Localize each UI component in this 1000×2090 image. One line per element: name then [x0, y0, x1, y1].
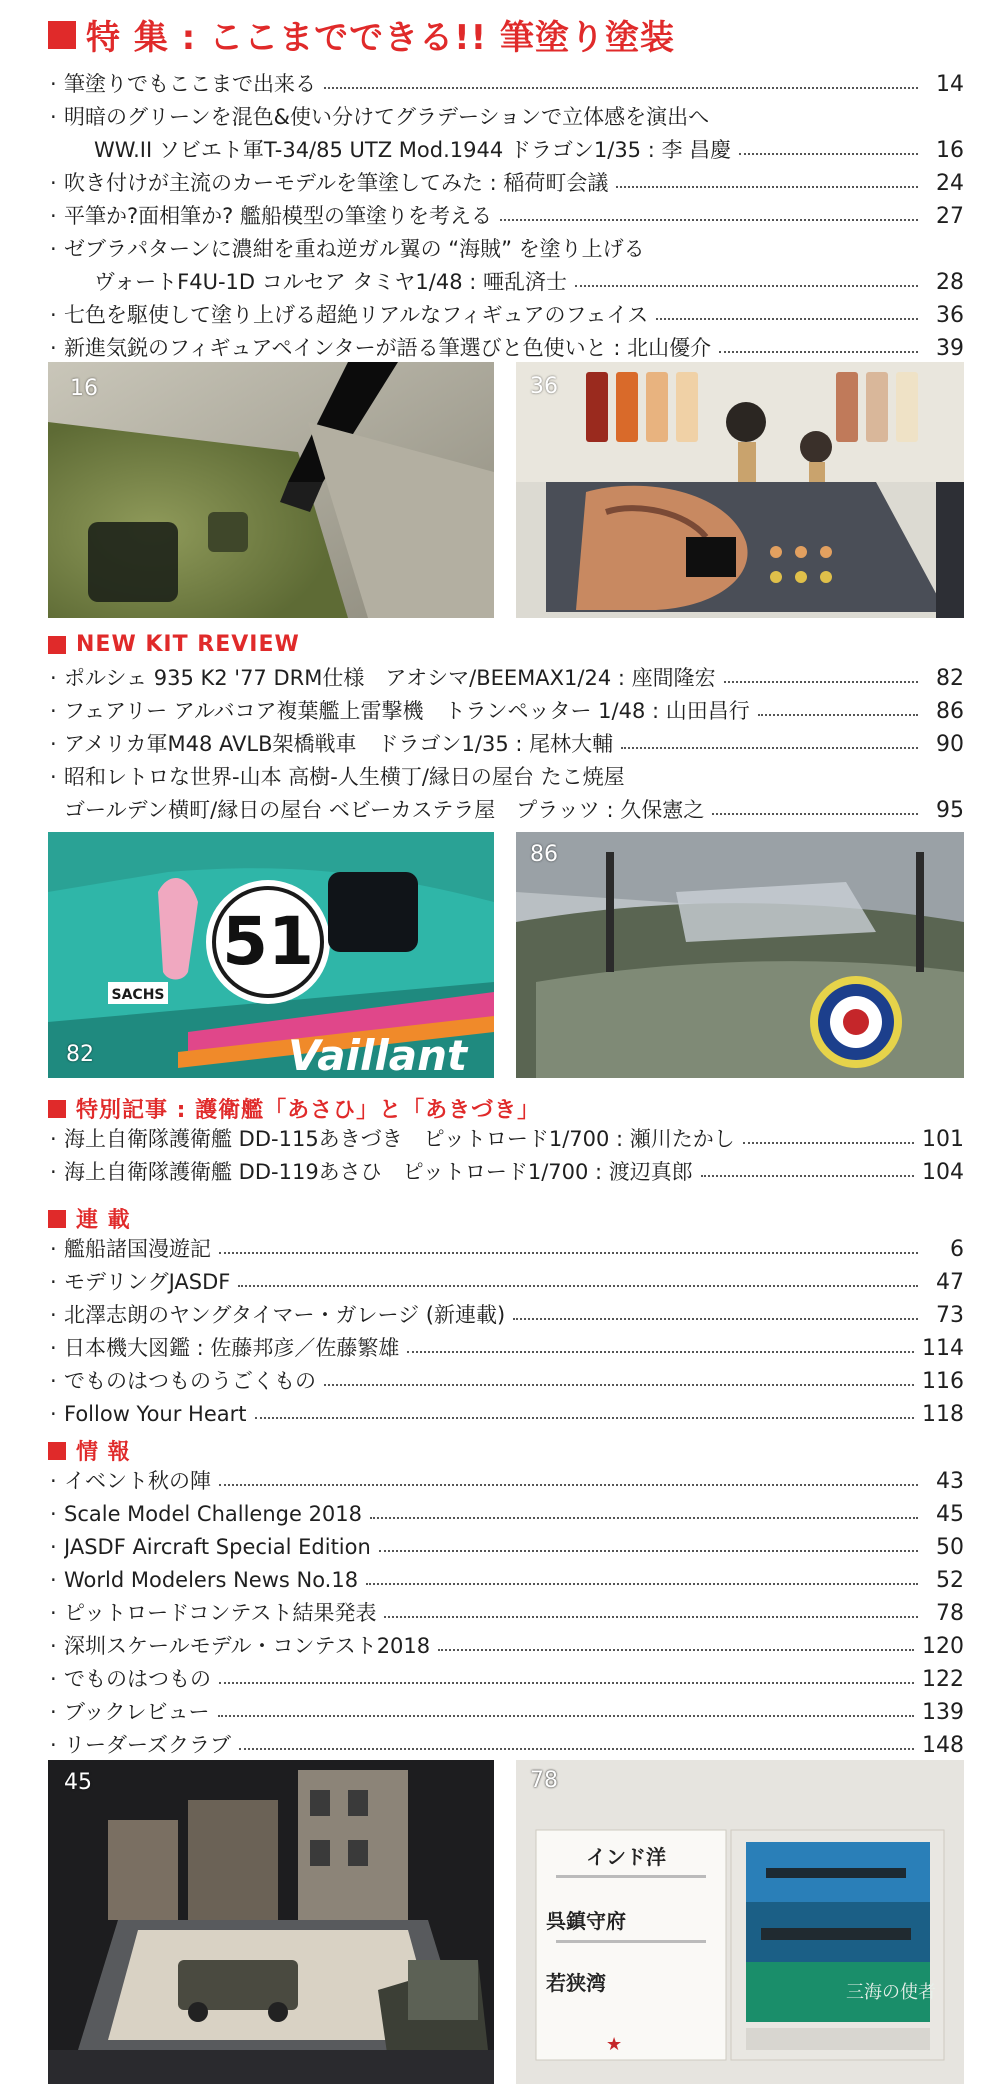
contest-display-image [516, 1760, 964, 2084]
toc-entry[interactable] [50, 1564, 964, 1596]
toc-entry-title: 深圳スケールモデル・コンテスト2018 [64, 1634, 431, 1658]
toc-entry-title: WW.II ソビエト軍T-34/85 UTZ Mod.1944 ドラゴン1/35 : 李 昌慶 [94, 138, 732, 162]
bullet-dot-icon: · [50, 666, 57, 690]
sponsor-label: SACHS [111, 987, 165, 1003]
toc-entry[interactable] [50, 233, 964, 265]
page-number: 90 [936, 732, 964, 757]
toc-entry[interactable] [50, 1729, 964, 1761]
porsche-image [48, 832, 494, 1078]
toc-entry[interactable] [50, 1365, 964, 1397]
albacore-image [516, 832, 964, 1078]
toc-entry-title: 海上自衛隊護衛艦 DD-115あきづき ピットロード1/700 : 瀬川たかし [64, 1127, 735, 1151]
toc-entry[interactable] [80, 266, 964, 298]
info-heading-text: 情 報 [76, 1440, 131, 1465]
toc-entry[interactable] [50, 167, 964, 199]
toc-entry-title: World Modelers News No.18 [64, 1568, 359, 1592]
toc-entry[interactable] [50, 101, 964, 133]
toc-entry[interactable] [50, 1663, 964, 1695]
photo-porsche [48, 832, 494, 1078]
bullet-dot-icon: · [50, 732, 57, 756]
toc-entry-title: ゼブラパターンに濃紺を重ね逆ガル翼の “海賊” を塗り上げる [64, 237, 645, 261]
dot-leader [724, 681, 918, 683]
toc-entry-title: でものはつもの [64, 1667, 211, 1691]
bullet-dot-icon: · [50, 204, 57, 228]
toc-entry-title: ゴールデン横町/縁日の屋台 ベビーカステラ屋 プラッツ : 久保憲之 [64, 798, 705, 822]
bullet-dot-icon: · [50, 1535, 57, 1559]
page-number: 50 [936, 1535, 964, 1560]
toc-entry[interactable] [50, 1630, 964, 1662]
photo-figure-painting [516, 362, 964, 618]
photo-number: 82 [66, 1042, 94, 1067]
toc-entry[interactable] [50, 1696, 964, 1728]
toc-entry[interactable] [50, 1398, 964, 1430]
toc-entry[interactable] [50, 1332, 964, 1364]
page-number: 148 [922, 1733, 964, 1758]
photo-number: 36 [530, 374, 558, 399]
newkit-heading-text: NEW KIT REVIEW [76, 632, 300, 657]
sea-caption: 三海の使者 [846, 1982, 936, 2003]
dot-leader [379, 1550, 918, 1552]
page-number: 118 [922, 1402, 964, 1427]
bullet-dot-icon: · [50, 72, 57, 96]
toc-entry[interactable] [50, 1465, 964, 1497]
photo-number: 45 [64, 1770, 92, 1795]
bullet-dot-icon: · [50, 1634, 57, 1658]
display-label-3: 若狭湾 [546, 1971, 606, 1995]
dot-leader [219, 1252, 918, 1254]
toc-entry-title: ポルシェ 935 K2 '77 DRM仕様 アオシマ/BEEMAX1/24 : 座間隆宏 [64, 666, 716, 690]
dot-leader [384, 1616, 918, 1618]
toc-entry-title: 筆塗りでもここまで出来る [64, 72, 316, 96]
toc-entry-title: ピットロードコンテスト結果発表 [64, 1601, 377, 1625]
photo-contest-display [516, 1760, 964, 2084]
toc-entry-title: ブックレビュー [64, 1700, 210, 1724]
page-number: 14 [936, 72, 964, 97]
photo-diorama [48, 1760, 494, 2084]
dot-leader [500, 219, 918, 221]
bullet-dot-icon: · [50, 1733, 57, 1757]
dot-leader [438, 1649, 914, 1651]
bullet-dot-icon: · [50, 765, 57, 789]
bullet-dot-icon: · [50, 1336, 57, 1360]
page-number: 39 [936, 336, 964, 361]
toc-entry-title: 艦船諸国漫遊記 [64, 1237, 211, 1261]
figure-painting-image [516, 362, 964, 618]
page-number: 43 [936, 1469, 964, 1494]
bullet-dot-icon: · [50, 1667, 57, 1691]
dot-leader [621, 747, 918, 749]
heading-square-icon [48, 21, 76, 49]
newkit-heading [48, 632, 300, 657]
page-number: 16 [936, 138, 964, 163]
page-number: 78 [936, 1601, 964, 1626]
dot-leader [366, 1583, 918, 1585]
dot-leader [239, 1748, 914, 1750]
page-number: 73 [936, 1303, 964, 1328]
page-number: 122 [922, 1667, 964, 1692]
page-number: 52 [936, 1568, 964, 1593]
toc-entry[interactable] [50, 728, 964, 760]
page-number: 24 [936, 171, 964, 196]
toc-entry-title: 明暗のグリーンを混色&使い分けてグラデーションで立体感を演出へ [64, 105, 710, 129]
toc-entry-title: 海上自衛隊護衛艦 DD-119あさひ ピットロード1/700 : 渡辺真郎 [64, 1160, 693, 1184]
dot-leader [656, 318, 918, 320]
bullet-dot-icon: · [50, 1127, 57, 1151]
bullet-dot-icon: · [50, 237, 57, 261]
bullet-dot-icon: · [50, 699, 57, 723]
bullet-dot-icon: · [50, 1303, 57, 1327]
dot-leader [616, 186, 918, 188]
toc-entry[interactable] [50, 662, 964, 694]
toc-entry-title: 吹き付けが主流のカーモデルを筆塗してみた : 稲荷町会議 [64, 171, 609, 195]
serial-heading [48, 1203, 131, 1234]
special-heading-text: 特別記事 : 護衛艦「あさひ」と「あきづき」 [76, 1098, 541, 1123]
dot-leader [238, 1285, 918, 1287]
photo-number: 78 [530, 1768, 558, 1793]
page-number: 116 [922, 1369, 964, 1394]
toc-entry[interactable] [50, 1531, 964, 1563]
dot-leader [743, 1142, 914, 1144]
toc-entry[interactable] [50, 1233, 964, 1265]
toc-entry[interactable] [50, 1123, 964, 1155]
toc-entry[interactable] [50, 794, 964, 826]
dot-leader [407, 1351, 914, 1353]
dot-leader [701, 1175, 914, 1177]
bullet-dot-icon: · [50, 1369, 57, 1393]
toc-entry-title: イベント秋の陣 [64, 1469, 211, 1493]
toc-entry[interactable] [50, 761, 964, 793]
toc-entry-title: JASDF Aircraft Special Edition [64, 1535, 371, 1559]
toc-entry-title: 平筆か?面相筆か? 艦船模型の筆塗りを考える [64, 204, 492, 228]
dot-leader [575, 285, 918, 287]
dot-leader [324, 87, 918, 89]
toc-entry[interactable] [50, 1156, 964, 1188]
toc-entry[interactable] [50, 299, 964, 331]
toc-entry-title: フェアリー アルバコア複葉艦上雷撃機 トランペッター 1/48 : 山田昌行 [64, 699, 750, 723]
toc-entry-title: アメリカ軍M48 AVLB架橋戦車 ドラゴン1/35 : 尾林大輔 [64, 732, 614, 756]
toc-entry[interactable] [50, 200, 964, 232]
toc-entry-title: 七色を駆使して塗り上げる超絶リアルなフィギュアのフェイス [64, 303, 649, 327]
bullet-dot-icon: · [50, 1502, 57, 1526]
heading-square-icon [48, 1100, 66, 1118]
photo-number: 86 [530, 842, 558, 867]
page-number: 28 [936, 270, 964, 295]
page-number: 27 [936, 204, 964, 229]
dot-leader [739, 153, 918, 155]
page-number: 139 [922, 1700, 964, 1725]
bullet-dot-icon: · [50, 1270, 57, 1294]
serial-heading-text: 連 載 [76, 1208, 131, 1233]
toc-entry-title: リーダーズクラブ [64, 1733, 231, 1757]
toc-entry-title: 北澤志朗のヤングタイマー・ガレージ (新連載) [64, 1303, 506, 1327]
page-number: 120 [922, 1634, 964, 1659]
page-number: 86 [936, 699, 964, 724]
toc-entry-title: Follow Your Heart [64, 1402, 247, 1426]
page-number: 104 [922, 1160, 964, 1185]
display-label-2: 呉鎮守府 [546, 1909, 626, 1933]
toc-entry-title: 昭和レトロな世界-山本 高樹-人生横丁/縁日の屋台 たこ焼屋 [64, 765, 625, 789]
bullet-dot-icon: · [50, 1237, 57, 1261]
page-number: 47 [936, 1270, 964, 1295]
photo-number: 16 [70, 376, 98, 401]
toc-entry[interactable] [80, 134, 964, 166]
heading-square-icon [48, 1210, 66, 1228]
dot-leader [219, 1484, 918, 1486]
page-number: 95 [936, 798, 964, 823]
photo-albacore [516, 832, 964, 1078]
toc-entry-title: でものはつものうごくもの [64, 1369, 316, 1393]
feature-heading [48, 10, 675, 59]
toc-entry[interactable] [50, 332, 964, 364]
page-number: 36 [936, 303, 964, 328]
bullet-dot-icon: · [50, 105, 57, 129]
bullet-dot-icon: · [50, 1402, 57, 1426]
photo-brush-tank [48, 362, 494, 618]
page-number: 45 [936, 1502, 964, 1527]
heading-square-icon [48, 1442, 66, 1460]
bullet-dot-icon: · [50, 1568, 57, 1592]
bullet-dot-icon: · [50, 1160, 57, 1184]
brush-tank-image [48, 362, 494, 618]
display-label-1: インド洋 [586, 1845, 666, 1869]
bullet-dot-icon: · [50, 336, 57, 360]
bullet-dot-icon: · [50, 1700, 57, 1724]
dot-leader [255, 1417, 915, 1419]
toc-entry-title: 新進気鋭のフィギュアペインターが語る筆選びと色使いと : 北山優介 [64, 336, 712, 360]
vaillant-logo: Vaillant [288, 1031, 468, 1078]
dot-leader [324, 1384, 914, 1386]
page-number: 114 [922, 1336, 964, 1361]
dot-leader [758, 714, 918, 716]
dot-leader [370, 1517, 918, 1519]
heading-square-icon [48, 636, 66, 654]
bullet-dot-icon: · [50, 303, 57, 327]
bullet-dot-icon: · [50, 1601, 57, 1625]
bullet-dot-icon: · [50, 171, 57, 195]
star-icon: ★ [606, 2034, 623, 2055]
feature-heading-text: 特 集 : ここまでできる!! 筆塗り塗装 [86, 18, 675, 58]
info-heading [48, 1435, 131, 1466]
toc-entry[interactable] [50, 68, 964, 100]
dot-leader [719, 351, 918, 353]
dot-leader [712, 813, 918, 815]
page-number: 6 [950, 1237, 964, 1262]
toc-entry[interactable] [50, 1266, 964, 1298]
page-number: 82 [936, 666, 964, 691]
toc-entry-title: モデリングJASDF [64, 1270, 231, 1294]
toc-entry[interactable] [50, 1299, 964, 1331]
toc-entry-title: 日本機大図鑑 : 佐藤邦彦／佐藤繁雄 [64, 1336, 400, 1360]
dot-leader [219, 1682, 914, 1684]
page-number: 101 [922, 1127, 964, 1152]
toc-entry-title: ヴォートF4U-1D コルセア タミヤ1/48 : 唖乱済士 [94, 270, 568, 294]
dot-leader [513, 1318, 918, 1320]
special-heading [48, 1093, 540, 1124]
dot-leader [218, 1715, 914, 1717]
diorama-image [48, 1760, 494, 2084]
toc-entry-title: Scale Model Challenge 2018 [64, 1502, 363, 1526]
toc-entry[interactable] [50, 1597, 964, 1629]
toc-entry[interactable] [50, 695, 964, 727]
car-number: 51 [222, 903, 314, 980]
toc-entry[interactable] [50, 1498, 964, 1530]
bullet-dot-icon: · [50, 1469, 57, 1493]
